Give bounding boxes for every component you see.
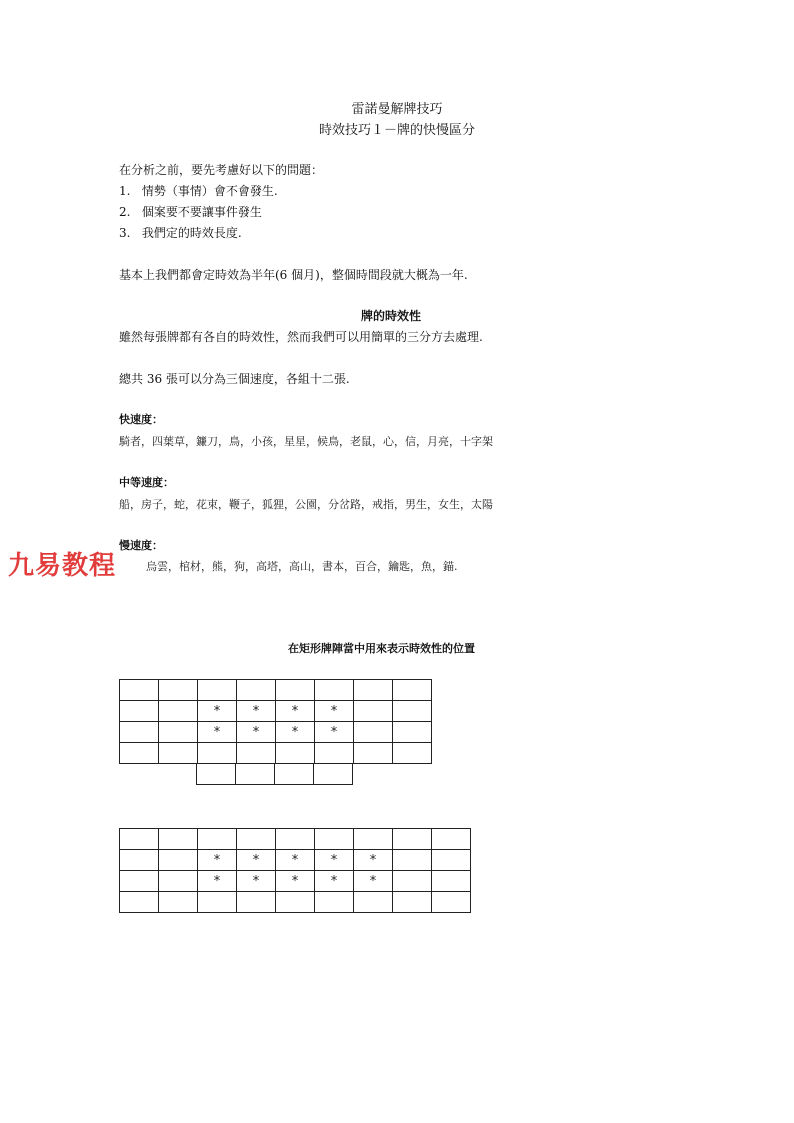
intro-item-2-text: 個案要不要讓事件發生 — [141, 205, 262, 219]
grid1-cell — [120, 743, 159, 764]
grid2-row — [120, 871, 471, 892]
grid2-row — [120, 850, 471, 871]
grid1-cell — [198, 680, 237, 701]
grid-layout-2 — [119, 828, 471, 913]
grid2-cell — [198, 829, 237, 850]
medium-speed-list: 船，房子，蛇，花束，鞭子，狐狸，公園，分岔路，戒指，男生，女生，太陽 — [119, 498, 493, 511]
grid2-marked-cell: * — [237, 871, 276, 892]
grid1-cell — [354, 722, 393, 743]
grid2-cell — [159, 829, 198, 850]
grid2-cell — [432, 829, 471, 850]
grid2-cell — [315, 829, 354, 850]
grid1-cell — [159, 680, 198, 701]
grid1-cell — [120, 680, 159, 701]
grid1-cell — [315, 680, 354, 701]
grid1-bottom-cell — [236, 764, 275, 785]
grid2-marked-cell: * — [354, 871, 393, 892]
grid1-cell — [198, 743, 237, 764]
grid2-cell — [159, 871, 198, 892]
grid2-row — [120, 892, 471, 913]
grid1-marked-cell: * — [237, 701, 276, 722]
grid1-cell — [159, 722, 198, 743]
grid2-marked-cell: * — [198, 871, 237, 892]
intro-item-2 — [119, 203, 262, 220]
grid1-marked-cell: * — [276, 701, 315, 722]
grid2-cell — [159, 892, 198, 913]
grid1-marked-cell: * — [237, 722, 276, 743]
grid2-cell — [120, 871, 159, 892]
grid2-cell — [393, 892, 432, 913]
grid1-row — [120, 743, 432, 764]
grid2-cell — [432, 850, 471, 871]
grid1-cell — [393, 722, 432, 743]
intro-item-3-text: 我們定的時效長度. — [141, 226, 242, 240]
grid1-cell — [354, 680, 393, 701]
grid1-marked-cell: * — [198, 701, 237, 722]
watermark-logo: 九易教程 — [8, 551, 117, 581]
medium-speed-label: 中等速度： — [119, 476, 174, 489]
grid2-marked-cell: * — [276, 871, 315, 892]
intro-item-1-num: 1. — [119, 184, 131, 198]
grid2-cell — [159, 850, 198, 871]
grid2-marked-cell: * — [237, 850, 276, 871]
grid1-cell — [393, 701, 432, 722]
grid1-cell — [276, 743, 315, 764]
intro-item-3-num: 3. — [119, 226, 131, 240]
section-paragraph-1: 雖然每張牌都有各自的時效性，然而我們可以用簡單的三分方去處理. — [119, 330, 483, 344]
grid2-cell — [120, 850, 159, 871]
grid2-marked-cell: * — [198, 850, 237, 871]
grid2-cell — [276, 829, 315, 850]
slow-speed-label: 慢速度： — [119, 539, 163, 552]
intro-item-3 — [119, 224, 242, 241]
grid1-row — [120, 722, 432, 743]
section-paragraph-2: 總共 36 張可以分為三個速度，各組十二張. — [119, 372, 350, 386]
grid1-bottom-row — [197, 764, 353, 785]
grid1-cell — [393, 680, 432, 701]
grid1-cell — [159, 701, 198, 722]
intro-lead: 在分析之前，要先考慮好以下的問題： — [119, 163, 324, 177]
grid2-cell — [120, 829, 159, 850]
grid1-row — [120, 680, 432, 701]
fast-speed-label: 快速度： — [119, 413, 163, 426]
grid1-marked-cell: * — [276, 722, 315, 743]
grid2-marked-cell: * — [315, 850, 354, 871]
grid1-cell — [393, 743, 432, 764]
grid2-cell — [393, 850, 432, 871]
grid2-cell — [198, 892, 237, 913]
intro-item-1 — [119, 182, 278, 199]
grid1-cell — [276, 680, 315, 701]
grid1-marked-cell: * — [198, 722, 237, 743]
grid2-cell — [237, 892, 276, 913]
grid1-cell — [237, 743, 276, 764]
grid2-cell — [393, 871, 432, 892]
section-heading: 牌的時效性 — [361, 309, 422, 323]
grid1-cell — [315, 743, 354, 764]
grid2-cell — [393, 829, 432, 850]
grid-layout-1-bottom — [196, 764, 353, 785]
grid1-marked-cell: * — [315, 701, 354, 722]
grid2-marked-cell: * — [354, 850, 393, 871]
grid1-cell — [120, 722, 159, 743]
grid1-bottom-cell — [314, 764, 353, 785]
grid2-cell — [354, 829, 393, 850]
grid2-row — [120, 829, 471, 850]
grid-heading: 在矩形牌陣當中用來表示時效性的位置 — [288, 642, 475, 655]
fast-speed-list: 騎者，四葉草，鐮刀，鳥，小孩，星星，候鳥，老鼠，心，信，月亮，十字架 — [119, 435, 493, 448]
grid2-marked-cell: * — [315, 871, 354, 892]
basic-paragraph: 基本上我們都會定時效為半年(6 個月)，整個時間段就大概為一年. — [119, 268, 468, 282]
grid1-row — [120, 701, 432, 722]
title-line-1: 雷諾曼解牌技巧 — [351, 102, 443, 117]
grid2-cell — [354, 892, 393, 913]
slow-speed-list: 烏雲，棺材，熊，狗，高塔，高山，書本，百合，鑰匙，魚，錨. — [146, 560, 458, 573]
title-line-2: 時效技巧１－牌的快慢區分 — [318, 123, 475, 138]
grid-layout-1 — [119, 679, 432, 764]
grid1-cell — [354, 701, 393, 722]
grid2-cell — [237, 829, 276, 850]
grid1-bottom-cell — [197, 764, 236, 785]
grid2-cell — [432, 892, 471, 913]
grid1-cell — [237, 680, 276, 701]
grid2-cell — [120, 892, 159, 913]
grid2-cell — [276, 892, 315, 913]
intro-item-2-num: 2. — [119, 205, 131, 219]
grid2-cell — [315, 892, 354, 913]
grid1-bottom-cell — [275, 764, 314, 785]
grid1-cell — [159, 743, 198, 764]
grid1-marked-cell: * — [315, 722, 354, 743]
grid2-marked-cell: * — [276, 850, 315, 871]
grid2-cell — [432, 871, 471, 892]
grid1-cell — [120, 701, 159, 722]
grid1-cell — [354, 743, 393, 764]
intro-item-1-text: 情勢（事情）會不會發生. — [141, 184, 278, 198]
